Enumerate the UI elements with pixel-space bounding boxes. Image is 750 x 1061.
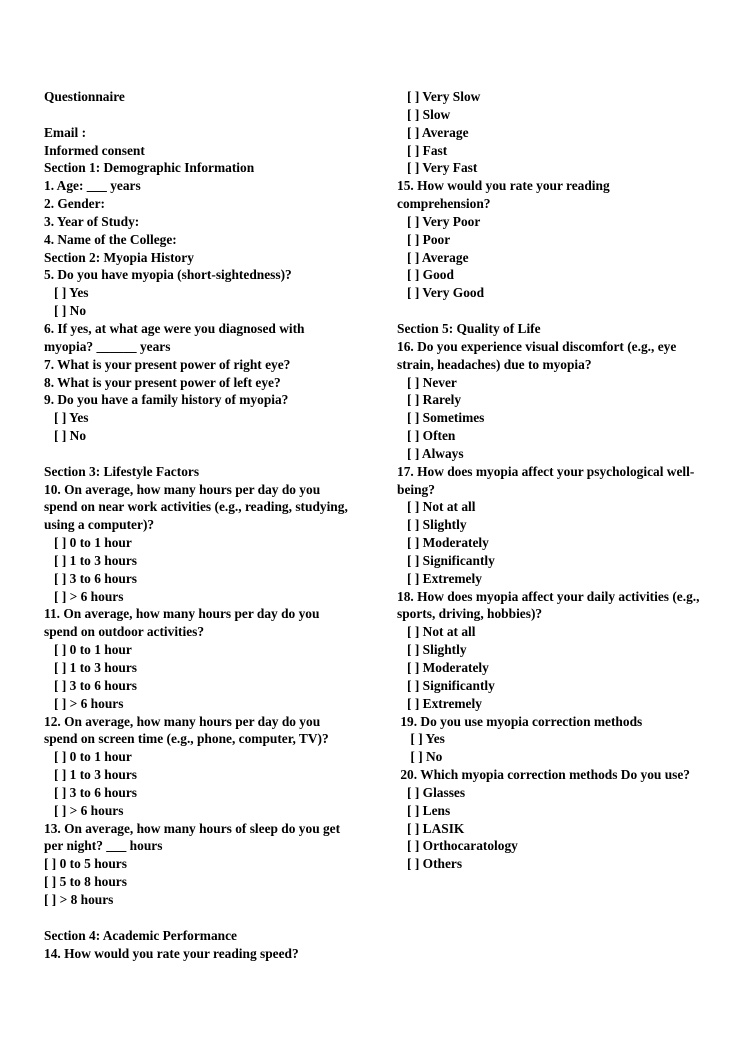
- question-6-if-yes-at-what-age-were-you-diagnosed-: 6. If yes, at what age were you diagnosed with: [44, 320, 305, 336]
- blank-line: [44, 909, 364, 927]
- checkbox-option-poor: [ ] Poor: [397, 231, 451, 247]
- text-line-email: Email :: [44, 124, 87, 140]
- checkbox-option-slightly: [ ] Slightly: [397, 517, 467, 533]
- section-heading-section-3-lifestyle-factors: Section 3: Lifestyle Factors: [44, 463, 200, 479]
- question-5-do-you-have-myopia-short-sightedness: 5. Do you have myopia (short-sightedness)?: [44, 267, 292, 283]
- checkbox-option-sometimes: [ ] Sometimes: [397, 410, 485, 426]
- question-10-on-average-how-many-hours-per-day-do-: 10. On average, how many hours per day do you: [44, 481, 321, 497]
- checkbox-option-others: [ ] Others: [397, 856, 463, 872]
- checkbox-option-orthocaratology: [ ] Orthocaratology: [397, 838, 518, 854]
- checkbox-option-0-to-1-hour: [ ] 0 to 1 hour: [44, 749, 132, 765]
- question-1-age-years: 1. Age: ___ years: [44, 178, 141, 194]
- checkbox-option-no: [ ] No: [44, 303, 87, 319]
- checkbox-option-1-to-3-hours: [ ] 1 to 3 hours: [44, 660, 137, 675]
- checkbox-option-fast: [ ] Fast: [397, 142, 448, 158]
- blank-line: [397, 302, 717, 320]
- questionnaire-left-column: [44, 88, 364, 962]
- checkbox-option-not-at-all: [ ] Not at all: [397, 624, 476, 640]
- checkbox-option-moderately: [ ] Moderately: [397, 660, 489, 675]
- checkbox-option-very-fast: [ ] Very Fast: [397, 160, 478, 176]
- question-8-what-is-your-present-power-of-left-eye: 8. What is your present power of left eye?: [44, 374, 281, 390]
- section-heading-section-2-myopia-history: Section 2: Myopia History: [44, 249, 194, 265]
- checkbox-option-0-to-1-hour: [ ] 0 to 1 hour: [44, 642, 132, 658]
- checkbox-option-8-hours: [ ] > 8 hours: [44, 891, 114, 907]
- checkbox-option-not-at-all: [ ] Not at all: [397, 499, 476, 515]
- question-20-which-myopia-correction-methods-do-yo: 20. Which myopia correction methods Do you use?: [397, 767, 690, 783]
- question-16-do-you-experience-visual-discomfort-e: 16. Do you experience visual discomfort (e.g., eye: [397, 338, 677, 354]
- checkbox-option-5-to-8-hours: [ ] 5 to 8 hours: [44, 874, 127, 890]
- checkbox-option-rarely: [ ] Rarely: [397, 392, 462, 408]
- text-line-spend-on-screen-time-e-g-phone-computer-: spend on screen time (e.g., phone, computer, TV)?: [44, 731, 329, 747]
- checkbox-option-0-to-1-hour: [ ] 0 to 1 hour: [44, 535, 132, 551]
- checkbox-option-no: [ ] No: [397, 749, 443, 765]
- question-17-how-does-myopia-affect-your-psycholog: 17. How does myopia affect your psychological well-: [397, 463, 695, 479]
- text-line-comprehension: comprehension?: [397, 196, 491, 212]
- checkbox-option-extremely: [ ] Extremely: [397, 695, 482, 711]
- text-line-spend-on-near-work-activities-e-g-readin: spend on near work activities (e.g., reading, studying,: [44, 499, 348, 515]
- checkbox-option-yes: [ ] Yes: [397, 731, 445, 747]
- checkbox-option-glasses: [ ] Glasses: [397, 784, 466, 800]
- checkbox-option-never: [ ] Never: [397, 374, 457, 390]
- checkbox-option-6-hours: [ ] > 6 hours: [44, 588, 124, 604]
- blank-line: [44, 445, 364, 463]
- checkbox-option-3-to-6-hours: [ ] 3 to 6 hours: [44, 784, 137, 800]
- checkbox-option-average: [ ] Average: [397, 249, 469, 265]
- checkbox-option-significantly: [ ] Significantly: [397, 677, 495, 693]
- checkbox-option-0-to-5-hours: [ ] 0 to 5 hours: [44, 856, 127, 872]
- text-line-per-night-hours: per night? ___ hours: [44, 838, 163, 854]
- question-18-how-does-myopia-affect-your-daily-act: 18. How does myopia affect your daily activities (e.g.,: [397, 588, 700, 604]
- text-line-sports-driving-hobbies: sports, driving, hobbies)?: [397, 606, 543, 622]
- question-12-on-average-how-many-hours-per-day-do-: 12. On average, how many hours per day do you: [44, 713, 321, 729]
- blank-line: [44, 106, 364, 124]
- text-line-spend-on-outdoor-activities: spend on outdoor activities?: [44, 624, 205, 640]
- text-line-questionnaire: Questionnaire: [44, 89, 125, 104]
- text-line-myopia-years: myopia? ______ years: [44, 338, 171, 354]
- checkbox-option-3-to-6-hours: [ ] 3 to 6 hours: [44, 570, 137, 586]
- checkbox-option-1-to-3-hours: [ ] 1 to 3 hours: [44, 552, 137, 568]
- checkbox-option-significantly: [ ] Significantly: [397, 552, 495, 568]
- checkbox-option-yes: [ ] Yes: [44, 285, 89, 301]
- checkbox-option-always: [ ] Always: [397, 445, 464, 461]
- question-13-on-average-how-many-hours-of-sleep-do: 13. On average, how many hours of sleep do you get: [44, 820, 341, 836]
- question-7-what-is-your-present-power-of-right-ey: 7. What is your present power of right eye?: [44, 356, 291, 372]
- section-heading-section-1-demographic-information: Section 1: Demographic Information: [44, 160, 255, 176]
- text-line-informed-consent: Informed consent: [44, 142, 145, 158]
- question-4-name-of-the-college: 4. Name of the College:: [44, 231, 177, 247]
- section-heading-section-4-academic-performance: Section 4: Academic Performance: [44, 927, 237, 943]
- checkbox-option-slightly: [ ] Slightly: [397, 642, 467, 658]
- text-line-strain-headaches-due-to-myopia: strain, headaches) due to myopia?: [397, 356, 592, 372]
- checkbox-option-6-hours: [ ] > 6 hours: [44, 802, 124, 818]
- question-14-how-would-you-rate-your-reading-speed: 14. How would you rate your reading speed?: [44, 945, 299, 961]
- section-heading-section-5-quality-of-life: Section 5: Quality of Life: [397, 320, 541, 336]
- checkbox-option-3-to-6-hours: [ ] 3 to 6 hours: [44, 677, 137, 693]
- checkbox-option-lens: [ ] Lens: [397, 802, 451, 818]
- question-19-do-you-use-myopia-correction-methods: 19. Do you use myopia correction methods: [397, 713, 643, 729]
- checkbox-option-very-good: [ ] Very Good: [397, 285, 485, 301]
- checkbox-option-slow: [ ] Slow: [397, 106, 451, 122]
- checkbox-option-moderately: [ ] Moderately: [397, 535, 489, 551]
- checkbox-option-average: [ ] Average: [397, 124, 469, 140]
- question-15-how-would-you-rate-your-reading: 15. How would you rate your reading: [397, 178, 610, 194]
- question-11-on-average-how-many-hours-per-day-do-: 11. On average, how many hours per day do you: [44, 606, 320, 622]
- questionnaire-right-column: [397, 88, 717, 873]
- checkbox-option-very-poor: [ ] Very Poor: [397, 213, 481, 229]
- text-line-being: being?: [397, 481, 435, 497]
- checkbox-option-good: [ ] Good: [397, 267, 454, 283]
- checkbox-option-lasik: [ ] LASIK: [397, 820, 465, 836]
- checkbox-option-yes: [ ] Yes: [44, 410, 89, 426]
- checkbox-option-6-hours: [ ] > 6 hours: [44, 695, 124, 711]
- text-line-using-a-computer: using a computer)?: [44, 517, 155, 533]
- checkbox-option-very-slow: [ ] Very Slow: [397, 89, 481, 104]
- question-2-gender: 2. Gender:: [44, 196, 105, 212]
- checkbox-option-1-to-3-hours: [ ] 1 to 3 hours: [44, 767, 137, 783]
- checkbox-option-often: [ ] Often: [397, 428, 456, 444]
- checkbox-option-extremely: [ ] Extremely: [397, 570, 482, 586]
- checkbox-option-no: [ ] No: [44, 428, 87, 444]
- question-3-year-of-study: 3. Year of Study:: [44, 213, 140, 229]
- question-9-do-you-have-a-family-history-of-myopia: 9. Do you have a family history of myopia?: [44, 392, 289, 408]
